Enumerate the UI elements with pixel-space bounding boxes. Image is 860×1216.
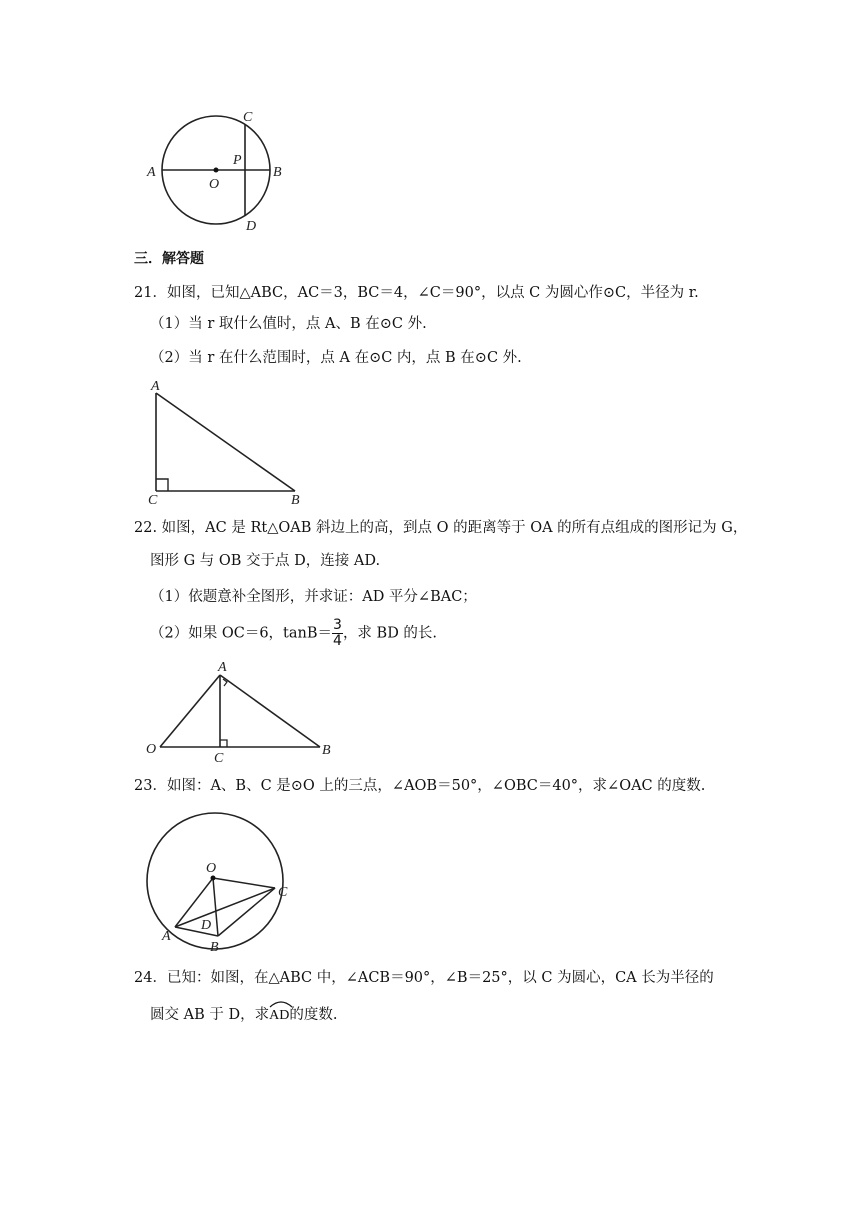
arc-icon: [269, 1000, 293, 1008]
q22-text-line1: 如图，AC 是 Rt△OAB 斜边上的高，到点 O 的距离等于 OA 的所有点组成的图形记为 G，: [161, 520, 748, 536]
q21-number: 21．: [134, 285, 167, 301]
label-o: O: [146, 742, 157, 757]
figure-altitude-triangle: [143, 657, 343, 767]
label-o: O: [209, 177, 220, 192]
label-c: C: [148, 493, 158, 508]
q24-text-pre: 圆交 AB 于 D，求: [150, 1007, 270, 1023]
q22-number: 22.: [134, 520, 162, 536]
arc-ad-label: AD: [269, 1008, 290, 1023]
label-b: B: [210, 940, 219, 955]
label-a: A: [151, 379, 160, 394]
fraction-denominator: 4: [333, 633, 342, 649]
label-c: C: [278, 885, 288, 900]
label-d: D: [246, 219, 257, 234]
q23-number: 23．: [134, 778, 167, 794]
q24-text-post: 的度数.: [289, 1007, 338, 1023]
q24-text-line1: 已知：如图，在△ABC 中，∠ACB＝90°，∠B＝25°，以 C 为圆心，CA 长为半径的: [166, 970, 714, 986]
label-b: B: [273, 165, 282, 180]
figure-right-triangle: [143, 376, 308, 508]
arc-ad: [269, 1000, 289, 1026]
q22-part1: （1）依题意补全图形，并求证：AD 平分∠BAC；: [150, 589, 477, 605]
label-d: D: [201, 918, 212, 933]
q24-line1: [134, 968, 714, 988]
figure-circle-triangles: [145, 808, 295, 958]
q21-stem: [134, 283, 699, 303]
section-title: 三．解答题: [134, 251, 204, 267]
label-b: B: [322, 743, 331, 758]
q21-part2: （2）当 r 在什么范围时，点 A 在⊙C 内，点 B 在⊙C 外.: [150, 350, 522, 366]
q21-part1: （1）当 r 取什么值时，点 A、B 在⊙C 外.: [150, 316, 427, 332]
q24-line2: [150, 1000, 337, 1026]
fraction-numerator: 3: [333, 617, 342, 633]
q22-part2-pre: （2）如果 OC＝6，tanB＝: [150, 625, 333, 642]
label-a: A: [218, 660, 227, 675]
label-p: P: [233, 153, 242, 168]
q22-part2-post: ，求 BD 的长.: [342, 625, 438, 642]
q21-text: 如图，已知△ABC，AC＝3，BC＝4，∠C＝90°，以点 C 为圆心作⊙C，半径为 r.: [166, 285, 699, 301]
q22-line2: 图形 G 与 OB 交于点 D，连接 AD.: [150, 553, 381, 569]
q22-part2: [150, 618, 437, 649]
fraction: [332, 618, 343, 649]
q23-stem: [134, 776, 705, 796]
figure-circle-chord: [145, 108, 295, 236]
q22-line1: [134, 518, 747, 538]
label-c: C: [214, 751, 224, 766]
label-a: A: [147, 165, 156, 180]
label-b: B: [291, 493, 300, 508]
q23-text: 如图：A、B、C 是⊙O 上的三点，∠AOB＝50°，∠OBC＝40°，求∠OAC 的度数.: [166, 778, 706, 794]
label-c: C: [243, 110, 253, 125]
label-o: O: [206, 861, 217, 876]
label-a: A: [162, 929, 171, 944]
q24-number: 24．: [134, 970, 167, 986]
